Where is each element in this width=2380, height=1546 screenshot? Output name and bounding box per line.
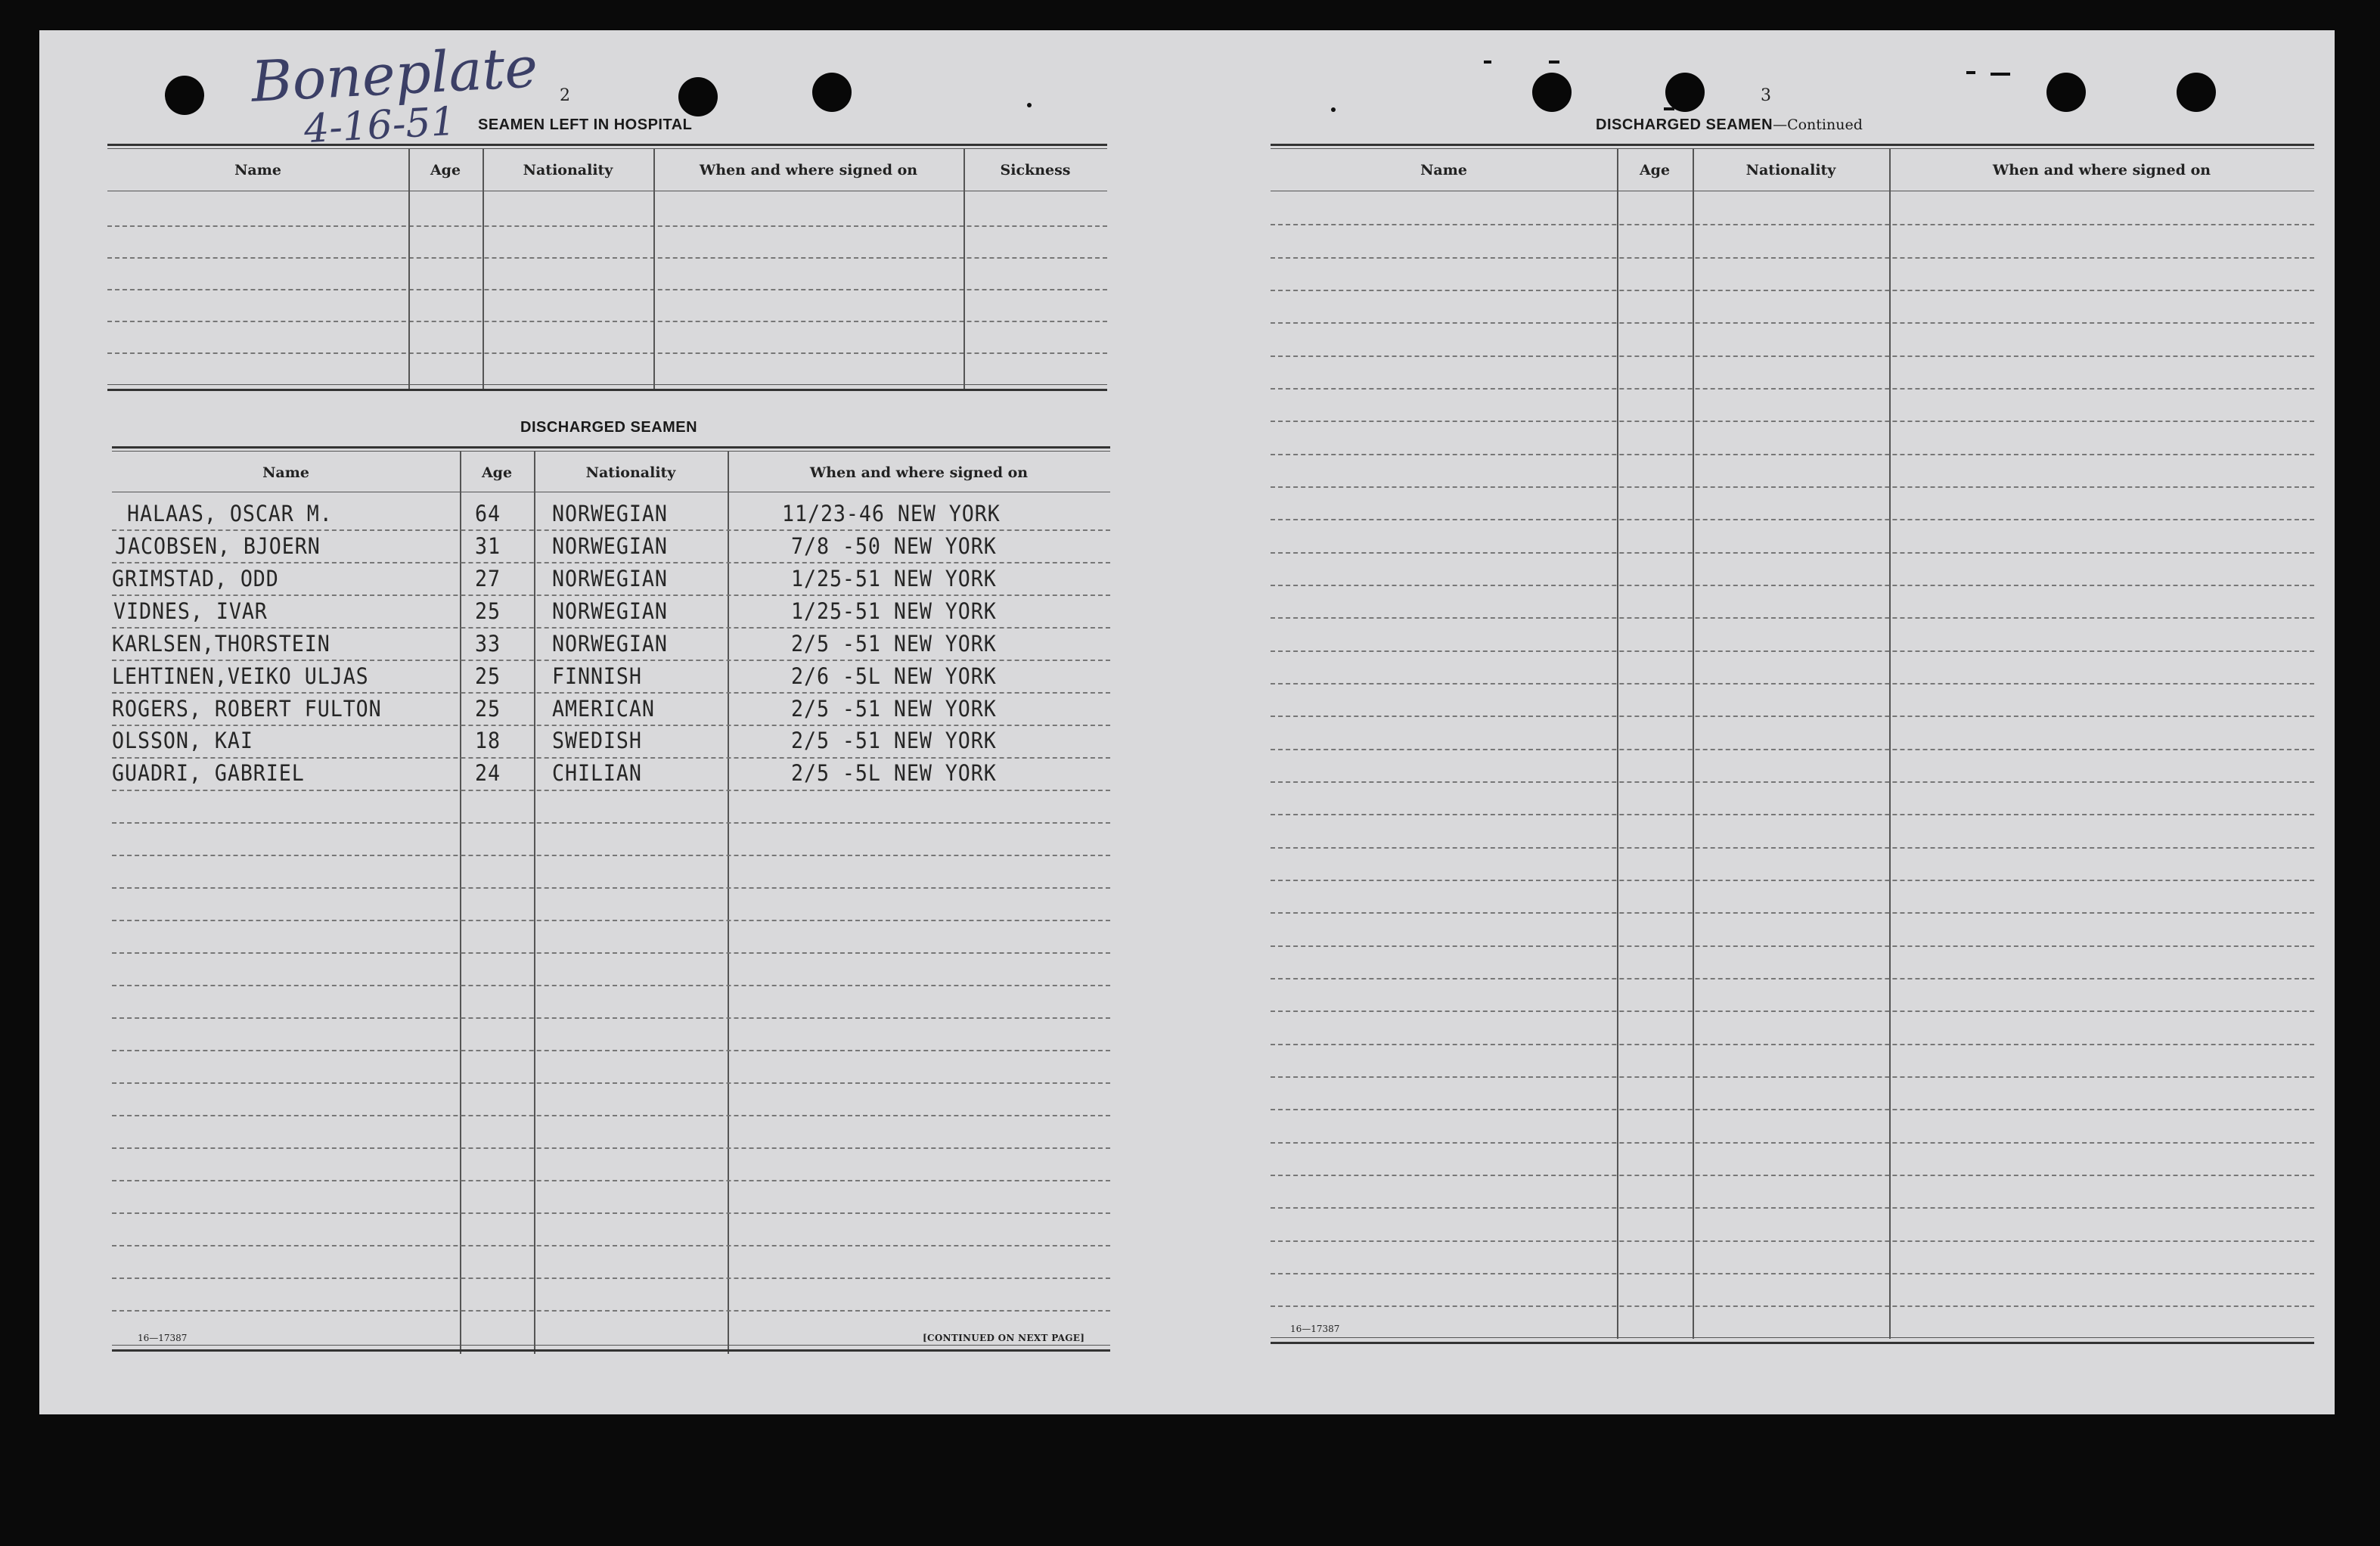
seaman-name: LEHTINEN,VEIKO ULJAS (112, 663, 369, 689)
column-header-name: Name (234, 162, 281, 179)
column-header-nationality: Nationality (1745, 162, 1836, 179)
ink-speck (1484, 61, 1491, 64)
column-header-nationality: Nationality (585, 464, 676, 481)
seaman-signed-on: 2/5 -51 NEW YORK (791, 728, 997, 753)
seaman-signed-on: 2/6 -5L NEW YORK (791, 663, 997, 689)
page-number-right: 3 (1761, 86, 1771, 105)
hospital-section-title: SEAMEN LEFT IN HOSPITAL (478, 116, 693, 133)
ink-speck (1664, 107, 1674, 110)
seaman-nationality: SWEDISH (552, 728, 642, 753)
column-header-name: Name (1420, 162, 1467, 179)
seaman-nationality: FINNISH (552, 663, 642, 689)
seaman-nationality: NORWEGIAN (552, 533, 668, 559)
hospital-table (107, 144, 1107, 401)
column-header-nationality: Nationality (523, 162, 613, 179)
seaman-signed-on: 7/8 -50 NEW YORK (791, 533, 997, 559)
seaman-nationality: NORWEGIAN (552, 566, 668, 591)
seaman-name: JACOBSEN, BJOERN (115, 533, 321, 559)
seaman-signed-on: 2/5 -5L NEW YORK (791, 760, 997, 786)
seaman-name: HALAAS, OSCAR M. (127, 501, 333, 526)
table-row (112, 501, 1110, 532)
column-header-signed-on: When and where signed on (1992, 162, 2211, 179)
table-row (112, 566, 1110, 598)
form-number-right: 16—17387 (1290, 1324, 1340, 1334)
table-row (112, 696, 1110, 728)
seaman-nationality: NORWEGIAN (552, 598, 668, 624)
seaman-age: 31 (475, 533, 501, 559)
seaman-age: 24 (475, 760, 501, 786)
seaman-name: KARLSEN,THORSTEIN (112, 631, 330, 657)
table-row (112, 533, 1110, 565)
column-header-sickness: Sickness (1000, 162, 1071, 179)
discharged-table (112, 446, 1110, 1354)
continued-note: [CONTINUED ON NEXT PAGE] (923, 1333, 1085, 1343)
discharged-continued-title-suffix: —Continued (1773, 116, 1863, 133)
seaman-age: 25 (475, 696, 501, 722)
seaman-age: 25 (475, 598, 501, 624)
form-number-left: 16—17387 (138, 1333, 188, 1343)
ink-speck (1549, 61, 1559, 64)
seaman-name: GRIMSTAD, ODD (112, 566, 279, 591)
table-row (112, 663, 1110, 695)
punch-hole (1532, 73, 1572, 112)
handwritten-date: 4-16-51 (303, 98, 457, 153)
punch-hole (165, 76, 204, 115)
table-row (112, 760, 1110, 792)
column-header-signed-on: When and where signed on (699, 162, 918, 179)
column-header-age: Age (481, 464, 513, 481)
table-row (112, 728, 1110, 759)
seaman-name: ROGERS, ROBERT FULTON (112, 696, 382, 722)
discharged-continued-table (1271, 144, 2314, 1346)
seaman-signed-on: 2/5 -51 NEW YORK (791, 631, 997, 657)
seaman-nationality: NORWEGIAN (552, 501, 668, 526)
ink-speck (1966, 71, 1975, 74)
seaman-age: 18 (475, 728, 501, 753)
column-header-signed-on: When and where signed on (809, 464, 1029, 481)
seaman-signed-on: 1/25-51 NEW YORK (791, 598, 997, 624)
seaman-name: OLSSON, KAI (112, 728, 253, 753)
seaman-nationality: CHILIAN (552, 760, 642, 786)
seaman-age: 27 (475, 566, 501, 591)
seaman-signed-on: 1/25-51 NEW YORK (791, 566, 997, 591)
discharged-section-title: DISCHARGED SEAMEN (520, 419, 698, 436)
punch-hole (812, 73, 852, 112)
seaman-nationality: NORWEGIAN (552, 631, 668, 657)
table-row (112, 598, 1110, 630)
page-number-left: 2 (560, 86, 570, 105)
discharged-continued-title (1596, 116, 1863, 134)
column-header-age: Age (1639, 162, 1671, 179)
punch-hole (1665, 73, 1705, 112)
seaman-age: 33 (475, 631, 501, 657)
ink-speck (1991, 73, 2010, 76)
seaman-signed-on: 2/5 -51 NEW YORK (791, 696, 997, 722)
manifest-sheet (39, 30, 2335, 1414)
seaman-name: VIDNES, IVAR (113, 598, 268, 624)
seaman-age: 25 (475, 663, 501, 689)
seaman-signed-on: 11/23-46 NEW YORK (782, 501, 1001, 526)
ink-speck (1027, 103, 1032, 107)
punch-hole (2177, 73, 2216, 112)
seaman-age: 64 (475, 501, 501, 526)
handwritten-annotation: Boneplate (250, 35, 540, 115)
ink-speck (1331, 107, 1336, 112)
punch-hole (678, 77, 718, 116)
column-header-age: Age (430, 162, 461, 179)
seaman-name: GUADRI, GABRIEL (112, 760, 305, 786)
discharged-continued-title-main: DISCHARGED SEAMEN (1596, 116, 1773, 133)
column-header-name: Name (262, 464, 309, 481)
punch-hole (2046, 73, 2086, 112)
table-row (112, 631, 1110, 663)
seaman-nationality: AMERICAN (552, 696, 655, 722)
